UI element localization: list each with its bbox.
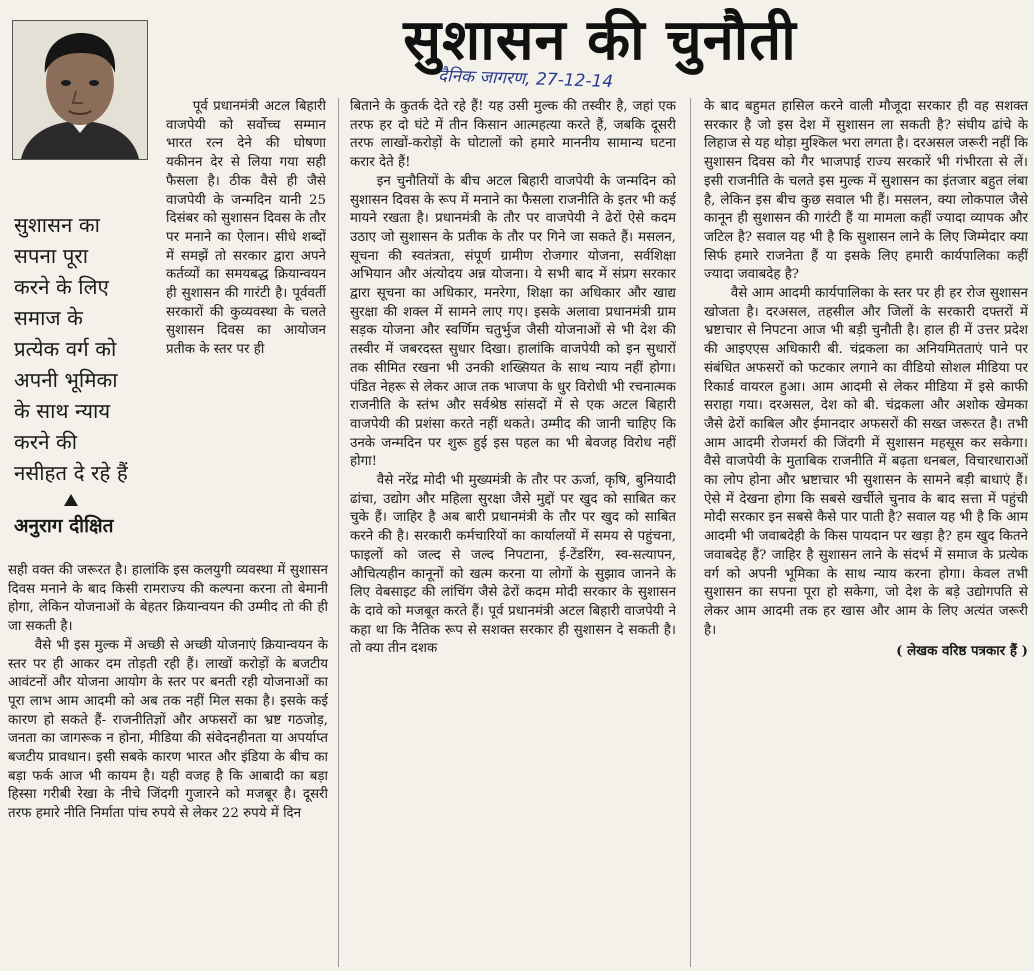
pull-quote-line: सपना पूरा (14, 244, 89, 268)
author-credit: ( लेखक वरिष्ठ पत्रकार हैं ) (896, 643, 1028, 660)
paragraph: सही वक्त की जरूरत है। हालांकि इस कलयुगी व्यवस्था में सुशासन दिवस मनाने के बाद किसी रामराज्य की कल्पना करना तो बेमानी होगा, लेकिन योजनाओं के बेहतर क्रियान्वयन की उम्मीद तो की ही जा सकती है। (8, 563, 328, 635)
article-column-2 (350, 98, 676, 967)
column-divider (690, 98, 691, 967)
paragraph: बिताने के कुतर्क देते रहे हैं! यह उसी मुल्क की तस्वीर है, जहां एक तरफ हर दो घंटे में तीन किसान आत्महत्या करते हैं, जबकि दूसरी तरफ लाखों-करोड़ों के घोटालों को हमारे माननीय सामान्य घटना करार देते हैं! (350, 99, 676, 171)
pull-quote-line: करने के लिए (14, 275, 109, 299)
article-headline: सुशासन की चुनौती (403, 8, 797, 73)
handwritten-date-note: दैनिक जागरण, 27-12-14 (437, 66, 614, 93)
paragraph: के बाद बहुमत हासिल करने वाली मौजूदा सरकार ही वह सशक्त सरकार है जो इस देश में सुशासन ला सकती है? संघीय ढांचे के लिहाज से यह थोड़ा मुश्किल भरा लगता है। दरअसल जरूरी नहीं कि सुशासन दिवस को गैर भाजपाई राज्य सरकारें भी गंभीरता से लें। इसी राजनीति के चलते इस मुल्क में सुशासन का इंतजार बहुत लंबा है, लेकिन इस बीच कुछ सवाल भी हैं। मसलन, क्या लोकपाल जैसे कानून ही सुशासन की गारंटी हैं या मामला कहीं ज्यादा व्यापक और जटिल है? सवाल यह भी है कि सुशासन लाने के लिए जिम्मेदार क्या सिर्फ हमारे राजनेता हैं या इसके लिए हमारी कार्यपालिका कहीं ज्यादा जवाबदेह है? (704, 99, 1028, 283)
pull-quote-line: प्रत्येक वर्ग को (14, 337, 117, 361)
author-byline: अनुराग दीक्षित (14, 515, 114, 537)
article-column-1a (166, 98, 326, 560)
paragraph: पूर्व प्रधानमंत्री अटल बिहारी वाजपेयी को सर्वोच्च सम्मान भारत रत्न देने की घोषणा यकीनन देर से लिया गया सही फैसला है। ठीक वैसे ही जैसे वाजपेयी के जन्मदिन यानी 25 दिसंबर को सुशासन दिवस के तौर पर मनाने का ऐलान। सीधे शब्दों में समझें तो सरकार द्वारा अपने कर्तव्यों का समयबद्ध क्रियान्वयन ही सुशासन की गारंटी है। पूर्ववर्ती सरकारों की कुव्यवस्था के चलते सुशासन दिवस का आयोजन प्रतीक के स्तर पर ही (166, 99, 326, 358)
article-column-1b (8, 562, 328, 967)
author-photo (12, 20, 148, 160)
paragraph: वैसे आम आदमी कार्यपालिका के स्तर पर ही हर रोज सुशासन खोजता है। दरअसल, तहसील और जिलों के सरकारी दफ्तरों में भ्रष्टाचार से निपटना आज भी बड़ी चुनौती है। हाल ही में उत्तर प्रदेश की आइएएस अधिकारी बी. चंद्रकला का अनियमितताएं पाने पर संबंधित अफसरों को फटकार लगाने का वीडियो सोशल मीडिया पर रिकार्ड वायरल हुआ। आम आदमी से लेकर मीडिया में इसे काफी सराहा गया। दरअसल, देश को बी. चंद्रकला और अशोक खेमका जैसे ढेरों काबिल और ईमानदार अफसरों की सख्त जरूरत है। तभी आम आदमी रोजमर्रा की जिंदगी में सुशासन महसूस कर सकेगा। वैसे वाजपेयी के मुताबिक राजनीति में बढ़ता धनबल, विचारधाराओं का लोप होना और भ्रष्टाचार भी सुशासन के सामने बड़ी बाधाएं हैं। ऐसे में देखना होगा कि सबसे खर्चीले चुनाव के बाद सत्ता में पहुंची मोदी सरकार इन सबसे कैसे पार पाती है? सवाल यह भी है कि आम आदमी भी जवाबदेही के किस पायदान पर खड़ा है? हम खुद कितने जवाबदेह हैं? जाहिर है सुशासन लाने के संदर्भ में समाज के प्रत्येक वर्ग को अपनी भूमिका के साथ न्याय करना होगा। केवल तभी सुशासन का सपना पूरा हो सकेगा, जो देश के बड़े उद्योगपति से लेकर आम आदमी तक हर खास और आम के लिए अत्यंत जरूरी है। (704, 286, 1028, 638)
pull-quote-line: सुशासन का (14, 213, 100, 237)
pull-quote-line: करने की (14, 430, 78, 454)
paragraph: इन चुनौतियों के बीच अटल बिहारी वाजपेयी के जन्मदिन को सुशासन दिवस के रूप में मनाने का फैसला राजनीति के इतर भी कई मायने रखता है। प्रधानमंत्री के तौर पर वाजपेयी ने ढेरों ऐसे कदम उठाए जो सुशासन के प्रतीक के तौर पर गिने जा सकते हैं। मसलन, सूचना की स्वतंत्रता, संपूर्ण ग्रामीण रोजगार योजना, सर्वशिक्षा अभियान और अंत्योदय अन्न योजना। ये सभी बाद में संप्रग सरकार द्वारा सूचना का अधिकार, मनरेगा, शिक्षा का अधिकार और खाद्य सुरक्षा की शक्ल में सामने लाए गए। इसके अलावा प्रधानमंत्री ग्राम सड़क योजना और स्वर्णिम चतुर्भुज जैसी योजनाओं से भी देश की तस्वीर में जबरदस्त सुधार दिखा। हालांकि वाजपेयी को इन सुधारों तक सीमित रखना भी उनकी शख्सियत के साथ न्याय नहीं होगा। पंडित नेहरू से लेकर आज तक भाजपा के धुर विरोधी भी रचनात्मक राजनीति के स्तंभ और सर्वश्रेष्ठ सांसदों में से एक अटल बिहारी वाजपेयी की प्रशंसा करते नहीं थकते। उम्मीद की जानी चाहिए कि उनके जन्मदिन पर शुरू हुई इस पहल का भी बेवजह विरोध नहीं होगा! (350, 173, 676, 470)
triangle-marker-icon (64, 494, 78, 506)
pull-quote-line: के साथ न्याय (14, 399, 111, 423)
author-portrait-image (13, 21, 147, 159)
paragraph: वैसे भी इस मुल्क में अच्छी से अच्छी योजनाएं क्रियान्वयन के स्तर पर ही आकर दम तोड़ती रही हैं। लाखों करोड़ों के बजटीय आवंटनों और योजना आयोग के स्तर पर बनती रही योजनाओं का पूरा लाभ आम आदमी को अब तक नहीं मिल सका है। इसके कई कारण हो सकते हैं- राजनीतिज्ञों और अफसरों का भ्रष्ट गठजोड़, जनता का जागरूक न होना, मीडिया की संवेदनहीनता या अपर्याप्त बजटीय प्रावधान। इसी सबके कारण भारत और इंडिया के बीच का बड़ा फर्क आज भी कायम है। यही वजह है कि आबादी का बड़ा हिस्सा गरीबी रेखा के नीचे जिंदगी गुजारने को मजबूर है। दूसरी तरफ हमारे नीति निर्माता पांच रुपये से लेकर 22 रुपये में दिन (8, 637, 328, 822)
pull-quote-line: अपनी भूमिका (14, 368, 118, 392)
article-column-3 (704, 98, 1028, 967)
pull-quote-line: नसीहत दे रहे हैं (14, 461, 128, 485)
pull-quote-line: समाज के (14, 306, 83, 330)
paragraph: वैसे नरेंद्र मोदी भी मुख्यमंत्री के तौर पर ऊर्जा, कृषि, बुनियादी ढांचा, उद्योग और महिला सुरक्षा जैसे मुद्दों पर खुद को साबित कर चुके हैं। जाहिर है अब बारी प्रधानमंत्री के तौर पर खुद को साबित करने की है। सरकारी कर्मचारियों का कार्यालयों में समय से पहुंचना, फाइलों को जल्द से जल्द निपटाना, ई-टेंडरिंग, स्व-सत्यापन, औचित्यहीन कानूनों को खत्म करना या लोगों के सुझाव जानने के लिए वेबसाइट की लांचिंग जैसे ढेरों कदम मोदी सरकार के सुशासन के दावे को मजबूत करते हैं। पूर्व प्रधानमंत्री अटल बिहारी वाजपेयी ने कहा था कि नैतिक रूप से सशक्त सरकार ही सुशासन दे सकती है। तो क्या तीन दशक (350, 473, 676, 657)
column-divider (338, 98, 339, 967)
pull-quote (14, 210, 162, 489)
